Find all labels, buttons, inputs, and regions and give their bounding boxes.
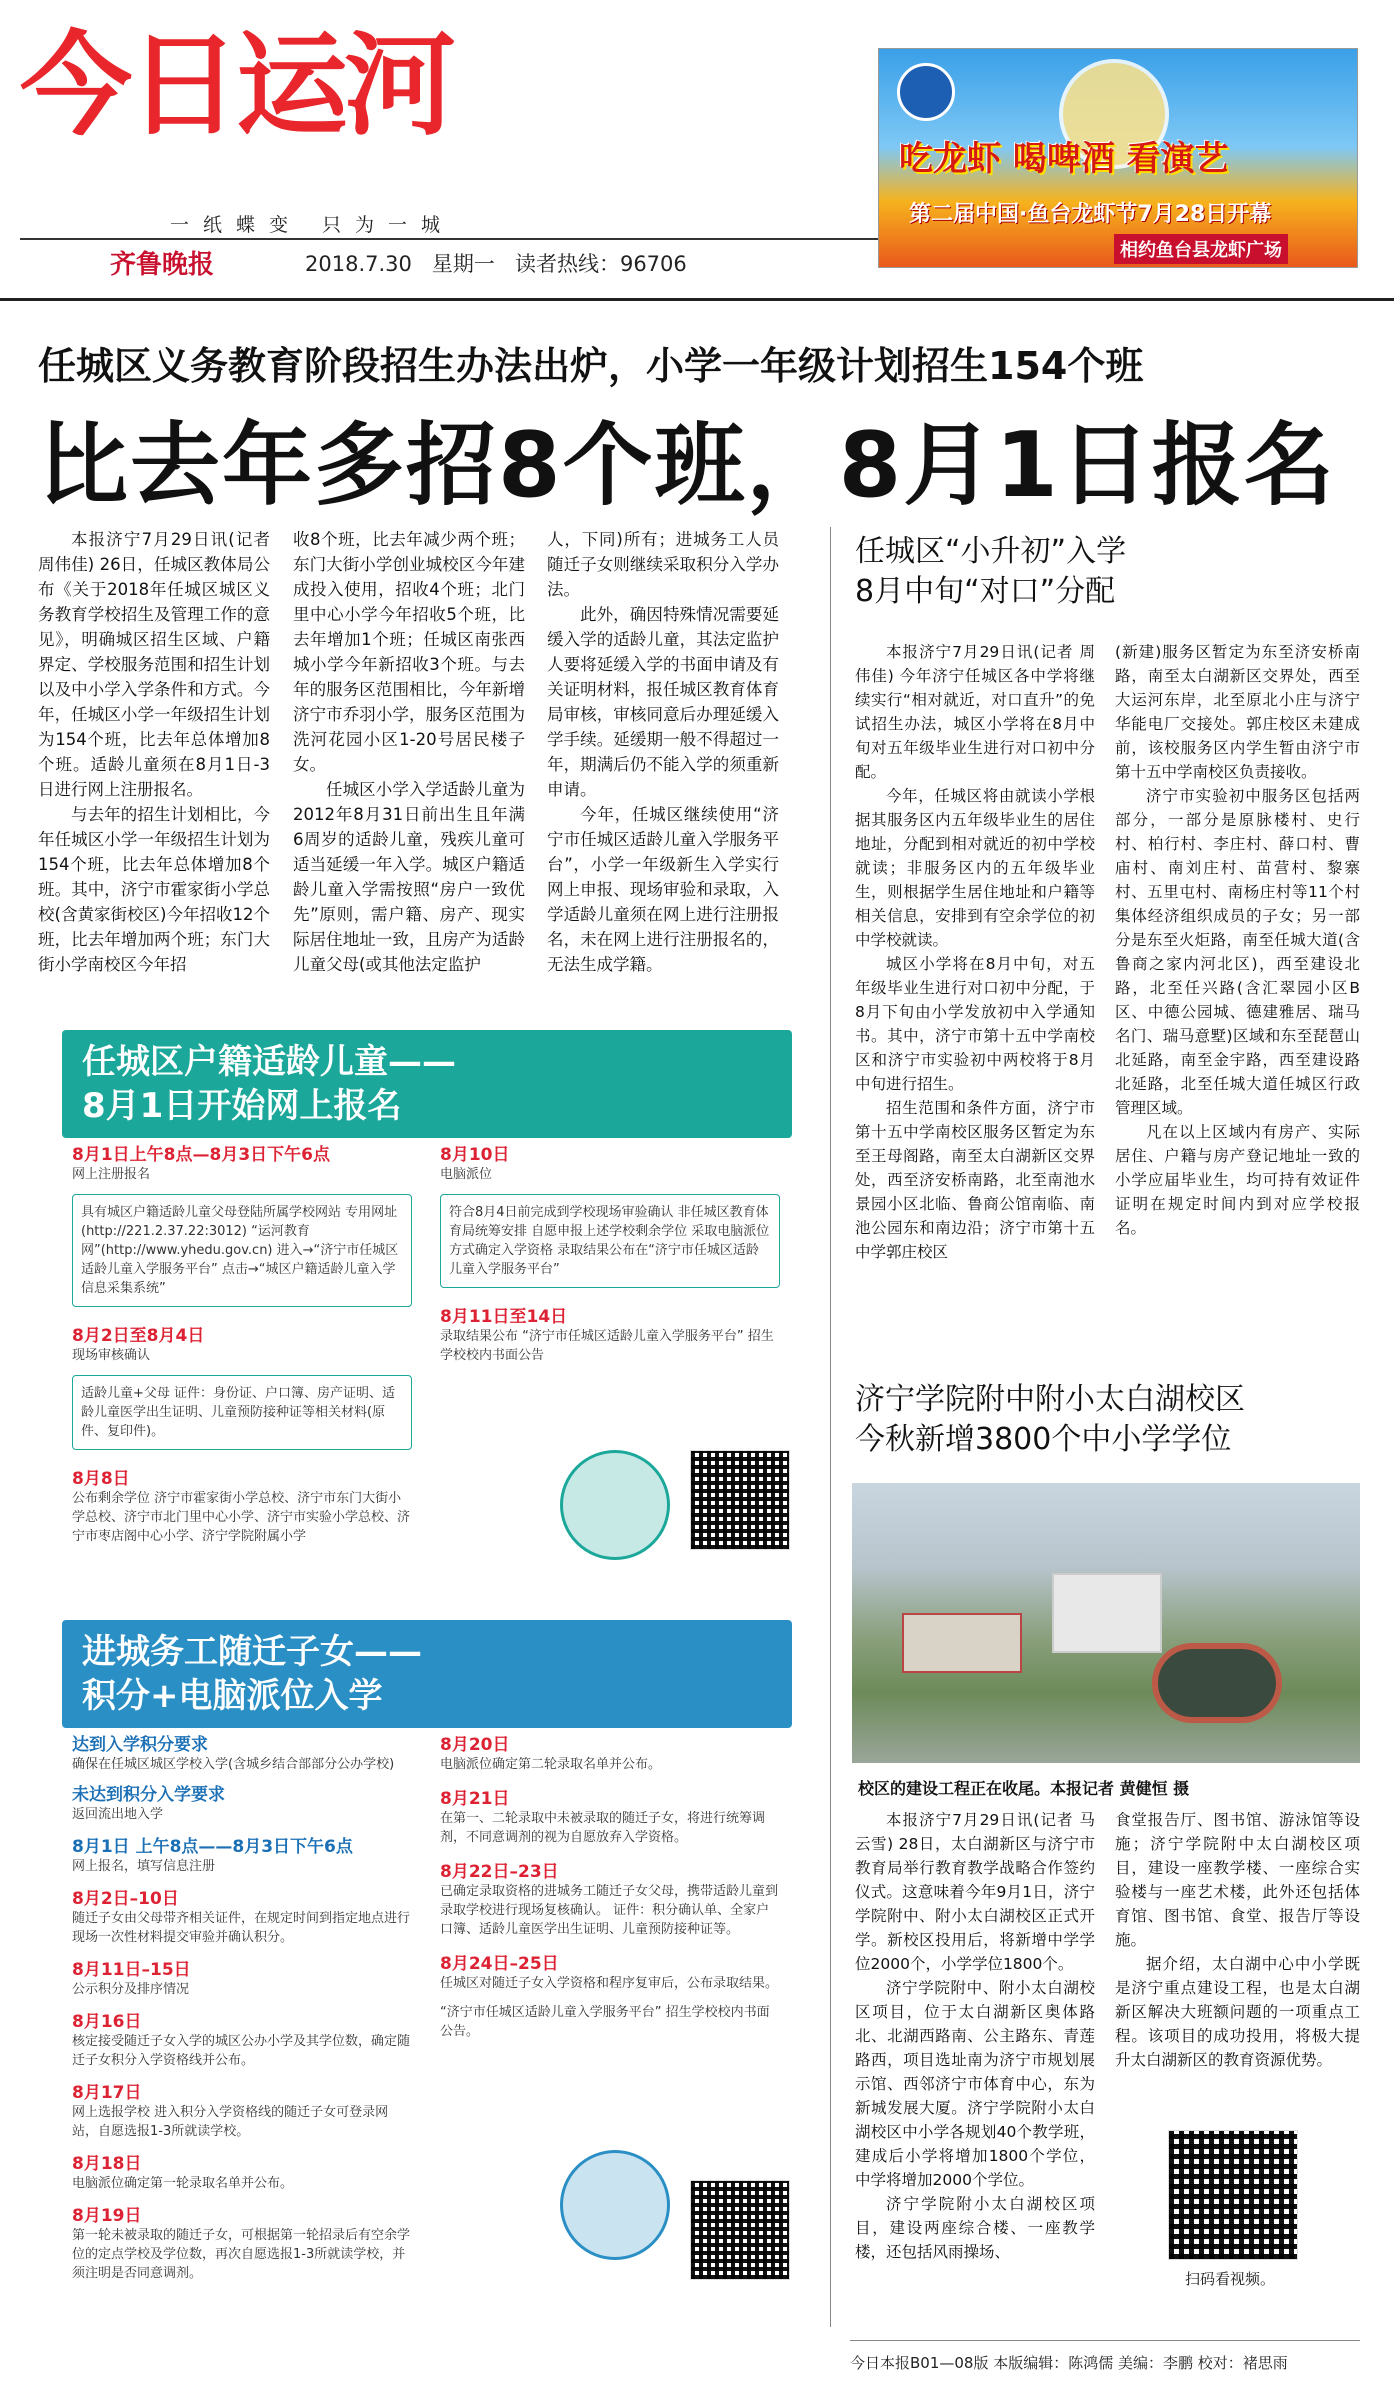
timeline-step-title: 8月8日 bbox=[72, 1469, 130, 1489]
masthead-slogan: 一纸蝶变 只为一城 bbox=[170, 214, 455, 236]
paragraph: 与去年的招生计划相比，今年任城区小学一年级招生计划为154个班，比去年总体增加8个班。其中，济宁市霍家街小学总校(含黄家街校区)今年招收12个班，比去年增加两个班；东门大街小学南校区今年招 bbox=[38, 805, 270, 974]
timeline-step-text: 网上选报学校 进入积分入学资格线的随迁子女可登录网站，自愿选报1-3所就读学校。 bbox=[72, 2105, 389, 2139]
issue-date: 2018.7.30 bbox=[305, 252, 412, 276]
tap-hand-icon bbox=[560, 1450, 670, 1560]
timeline1-banner-line1: 任城区户籍适龄儿童—— bbox=[82, 1042, 456, 1082]
paragraph: (新建)服务区暂定为东至济安桥南路，南至太白湖新区交界处，西至大运河东岸，北至原北小庄与济宁华能电厂交接处。郭庄校区未建成前，该校服务区内学生暂由济宁市第十五中学南校区负责接收。 bbox=[1115, 643, 1360, 781]
paragraph: 食堂报告厅、图书馆、游泳馆等设施；济宁学院附中太白湖校区项目，建设一座教学楼、一座综合实验楼与一座艺术楼，此外还包括体育馆、图书馆、食堂、报告厅等设施。 bbox=[1115, 1811, 1360, 1949]
timeline-step-text: “济宁市任城区适龄儿童入学服务平台” 招生学校校内书面公告。 bbox=[440, 2005, 770, 2039]
timeline-step-text: 录取结果公布 “济宁市任城区适龄儿童入学服务平台” 招生学校校内书面公告 bbox=[440, 1329, 774, 1363]
lobster-festival-logo bbox=[897, 63, 955, 121]
article2-kicker-line1: 任城区“小升初”入学 bbox=[855, 534, 1127, 569]
main-article-col1 bbox=[38, 527, 270, 977]
qr-code-icon[interactable] bbox=[690, 2180, 790, 2280]
timeline-step-title: 8月11日–15日 bbox=[72, 1960, 191, 1980]
timeline-step-text: 公示积分及排序情况 bbox=[72, 1982, 190, 1997]
campus-aerial-photo bbox=[852, 1483, 1360, 1763]
timeline-step-title: 8月2日–10日 bbox=[72, 1889, 179, 1909]
paragraph: 济宁学院附中、附小太白湖校区项目，位于太白湖新区奥体路北、北湖西路南、公主路东、青莲路西，项目选址南为济宁市规划展示馆、西邻济宁市体育中心，东为新城发展大厦。济宁学院附小太白湖校区中小学各规划40个教学班，建成后小学将增加1800个学位，中学将增加2000个学位。 bbox=[855, 1979, 1095, 2189]
timeline1-banner bbox=[62, 1030, 792, 1138]
timeline-step-text: 网上报名，填写信息注册 bbox=[72, 1859, 216, 1874]
footer-rule bbox=[850, 2340, 1360, 2341]
timeline-step-title: 8月17日 bbox=[72, 2083, 142, 2103]
qr-code-icon[interactable] bbox=[690, 1450, 790, 1550]
photo-caption: 校区的建设工程正在收尾。本报记者 黄健恒 摄 bbox=[858, 1779, 1190, 1798]
main-article-col2 bbox=[293, 527, 525, 977]
timeline-step-title: 8月11日至14日 bbox=[440, 1307, 568, 1327]
column-divider bbox=[830, 527, 831, 2327]
timeline-step-title: 未达到积分入学要求 bbox=[72, 1785, 225, 1805]
paragraph: 本报济宁7月29日讯(记者 周伟佳) 今年济宁任城区各中学将继续实行“相对就近，对口直升”的免试招生办法，城区小学将在8月中旬对五年级毕业生进行对口初中分配。 bbox=[855, 643, 1095, 781]
headline-subhead: 任城区义务教育阶段招生办法出炉，小学一年级计划招生154个班 bbox=[38, 344, 1144, 388]
paragraph: 今年，任城区继续使用“济宁市任城区适龄儿童入学服务平台”，小学一年级新生入学实行网上申报、现场审验和录取，入学适龄儿童须在网上进行注册报名，未在网上进行注册报名的，无法生成学籍。 bbox=[547, 805, 779, 974]
main-article-col3 bbox=[547, 527, 779, 977]
reader-hotline: 读者热线：96706 bbox=[514, 252, 687, 276]
timeline-step-text: 公布剩余学位 济宁市霍家街小学总校、济宁市东门大街小学总校、济宁市北门里中心小学、济宁市实验小学总校、济宁市枣店阁中心小学、济宁学院附属小学 bbox=[72, 1491, 411, 1544]
timeline-step-title: 达到入学积分要求 bbox=[72, 1735, 208, 1755]
qr-label: 扫码看视频。 bbox=[1185, 2270, 1276, 2288]
timeline-step-text: 随迁子女由父母带齐相关证件，在规定时间到指定地点进行现场一次性材料提交审验并确认积分。 bbox=[72, 1911, 411, 1945]
timeline-step-text: 任城区对随迁子女入学资格和程序复审后，公布录取结果。 bbox=[440, 1976, 779, 1991]
timeline-step-text: 符合8月4日前完成到学校现场审验确认 非任城区教育体育局统筹安排 自愿申报上述学校剩余学位 采取电脑派位方式确定入学资格 录取结果公布在“济宁市任城区适龄儿童入学服务平台” bbox=[449, 1205, 770, 1277]
article2-kicker bbox=[855, 532, 1126, 612]
timeline2-banner-line2: 积分+电脑派位入学 bbox=[82, 1676, 383, 1716]
timeline-step-text: 适龄儿童+父母 证件：身份证、户口簿、房产证明、适龄儿童医学出生证明、儿童预防接种证等相关材料(原件、复印件)。 bbox=[81, 1386, 396, 1439]
timeline-step-text: 具有城区户籍适龄儿童父母登陆所属学校网站 专用网址(http://221.2.37.22:3012) “运河教育网”(http://www.yhedu.gov.cn) 进入→“济宁市任城区适龄儿童入学服务平台” 点击→“城区户籍适龄儿童入学信息采集系统” bbox=[81, 1205, 399, 1296]
paragraph: 人，下同)所有；进城务工人员随迁子女则继续采取积分入学办法。 bbox=[547, 530, 779, 599]
building-shape bbox=[1052, 1573, 1162, 1653]
building-shape bbox=[902, 1613, 1022, 1673]
advertisement-banner[interactable] bbox=[878, 48, 1358, 268]
masthead-title: 今日运河 bbox=[20, 21, 452, 151]
timeline-step-title: 8月10日 bbox=[440, 1145, 510, 1165]
timeline1-left bbox=[72, 1140, 412, 1546]
article2-col2 bbox=[1115, 640, 1360, 1240]
timeline-step-title: 8月24日–25日 bbox=[440, 1954, 559, 1974]
paragraph: 招生范围和条件方面，济宁市第十五中学南校区服务区暂定为东至王母阁路，南至太白湖新区交界处，西至济安桥南路，北至南池水景园小区北临、鲁商公馆南临、南池公园东和南边沿；济宁市第十五中学郭庄校区 bbox=[855, 1099, 1095, 1261]
timeline-step-text: 电脑派位确定第一轮录取名单并公布。 bbox=[72, 2176, 294, 2191]
timeline-step-text: 现场审核确认 bbox=[72, 1348, 151, 1363]
article2-kicker-line2: 8月中旬“对口”分配 bbox=[855, 574, 1116, 609]
page-footer: 今日本报B01—08版 本版编辑：陈鸿儒 美编：李鹏 校对：褚思雨 bbox=[850, 2354, 1288, 2372]
timeline2-right bbox=[440, 1730, 780, 2041]
paragraph: 据介绍，太白湖中心中小学既是济宁重点建设工程，也是太白湖新区解决大班额问题的一项重点工程。该项目的成功投用，将极大提升太白湖新区的教育资源优势。 bbox=[1115, 1955, 1360, 2069]
article3-col1 bbox=[855, 1808, 1095, 2264]
timeline-step-text: 已确定录取资格的进城务工随迁子女父母，携带适龄儿童到录取学校进行现场复核确认。 证件：积分确认单、全家户口簿、适龄儿童医学出生证明、儿童预防接种证等。 bbox=[440, 1884, 779, 1937]
paragraph: 济宁学院附小太白湖校区项目，建设两座综合楼、一座教学楼，还包括风雨操场、 bbox=[855, 2195, 1095, 2261]
article3-col2 bbox=[1115, 1808, 1360, 2072]
ad-slogan-main: 吃龙虾 喝啤酒 看演艺 bbox=[899, 139, 1229, 179]
paragraph: 城区小学将在8月中旬，对五年级毕业生进行对口初中分配，于8月下旬由小学发放初中入学通知书。其中，济宁市第十五中学南校区和济宁市实验初中两校将于8月中旬进行招生。 bbox=[855, 955, 1095, 1093]
paragraph: 此外，确因特殊情况需要延缓入学的适龄儿童，其法定监护人要将延缓入学的书面申请及有关证明材料，报任城区教育体育局审核，审核同意后办理延缓入学手续。延缓期一般不得超过一年，期满后仍不能入学的须重新申请。 bbox=[547, 605, 779, 799]
article3-kicker-line1: 济宁学院附中附小太白湖校区 bbox=[855, 1382, 1245, 1417]
article2-col1 bbox=[855, 640, 1095, 1264]
brand-logo: 齐鲁晚报 bbox=[110, 250, 215, 280]
paragraph: 今年，任城区将由就读小学根据其服务区内五年级毕业生的居住地址，分配到相对就近的初中学校就读；非服务区内的五年级毕业生，则根据学生居住地址和户籍等相关信息，安排到有空余学位的初中学校就读。 bbox=[855, 787, 1095, 949]
timeline-step-text: 在第一、二轮录取中未被录取的随迁子女，将进行统筹调剂，不同意调剂的视为自愿放弃入学资格。 bbox=[440, 1811, 766, 1845]
sports-track-shape bbox=[1152, 1643, 1282, 1723]
paragraph: 凡在以上区域内有房产、实际居住、户籍与房产登记地址一致的小学应届毕业生，均可持有效证件证明在规定时间内到对应学校报名。 bbox=[1115, 1123, 1360, 1237]
timeline-step-text: 第一轮未被录取的随迁子女，可根据第一轮招录后有空余学位的定点学校及学位数，再次自愿选报1-3所就读学校，并须注明是否同意调剂。 bbox=[72, 2228, 411, 2281]
masthead-rule bbox=[0, 298, 1394, 301]
timeline-step-text: 确保在任城区城区学校入学(含城乡结合部部分公办学校) bbox=[72, 1757, 395, 1772]
timeline-step-title: 8月1日上午8点—8月3日下午6点 bbox=[72, 1145, 330, 1165]
timeline-step-text: 电脑派位 bbox=[440, 1167, 493, 1182]
timeline-step-title: 8月2日至8月4日 bbox=[72, 1326, 205, 1346]
article3-kicker bbox=[855, 1380, 1245, 1460]
headline-main: 比去年多招8个班，8月1日报名 bbox=[38, 413, 1336, 518]
paragraph: 收8个班，比去年减少两个班；东门大街小学创业城校区今年建成投入使用，招收4个班；北门里中心小学今年招收5个班，比去年增加1个班；任城区南张西城小学今年新招收3个班。与去年的服务区范围相比，今年新增济宁市乔羽小学，服务区范围为洗河花园小区1-20号居民楼子女。 bbox=[293, 530, 525, 774]
timeline-step-title: 8月18日 bbox=[72, 2154, 142, 2174]
timeline-step-title: 8月19日 bbox=[72, 2206, 142, 2226]
issue-weekday: 星期一 bbox=[431, 252, 495, 276]
timeline-step-text: 电脑派位确定第二轮录取名单并公布。 bbox=[440, 1757, 662, 1772]
timeline-step-text: 网上注册报名 bbox=[72, 1167, 151, 1182]
timeline-step-title: 8月22日–23日 bbox=[440, 1862, 559, 1882]
paragraph: 任城区小学入学适龄儿童为2012年8月31日前出生且年满6周岁的适龄儿童，残疾儿童可适当延缓一年入学。城区户籍适龄儿童入学需按照“房户一致优先”原则，需户籍、房产、现实际居住地址一致，且房产为适龄儿童父母(或其他法定监护 bbox=[293, 780, 525, 974]
ad-slogan-sub: 第二届中国·鱼台龙虾节7月28日开幕 bbox=[909, 202, 1272, 227]
timeline2-banner-line1: 进城务工随迁子女—— bbox=[82, 1632, 422, 1672]
timeline-step-title: 8月16日 bbox=[72, 2012, 142, 2032]
timeline-step-title: 8月1日 上午8点——8月3日下午6点 bbox=[72, 1837, 353, 1857]
timeline2-banner bbox=[62, 1620, 792, 1728]
article3-kicker-line2: 今秋新增3800个中小学学位 bbox=[855, 1422, 1232, 1457]
paragraph: 济宁市实验初中服务区包括两部分，一部分是原脉楼村、史行村、柏行村、李庄村、薛口村、曹庙村、南刘庄村、苗营村、黎寨村、五里屯村、南杨庄村等11个村集体经济组织成员的子女；另一部分是东至火炬路，南至任城大道(含鲁商之家内河北区)，西至建设北路，北至任兴路(含汇翠园小区B区、中德公园城、德建雅居、瑞马名门、瑞马意墅)区域和东至琵琶山北延路，南至金宇路，西至建设路北延路，北至任城大道任城区行政管理区域。 bbox=[1115, 787, 1360, 1117]
timeline-step-title: 8月20日 bbox=[440, 1735, 510, 1755]
timeline2-left bbox=[72, 1730, 412, 2283]
paragraph: 本报济宁7月29日讯(记者 周伟佳) 26日，任城区教体局公布《关于2018年任城区城区义务教育学校招生及管理工作的意见》，明确城区招生区域、户籍界定、学校服务范围和招生计划以及中小学入学条件和方式。今年，任城区小学一年级招生计划为154个班，比去年总体增加8个班。适龄儿童须在8月1日-3日进行网上注册报名。 bbox=[38, 530, 270, 799]
paragraph: 本报济宁7月29日讯(记者 马云雪) 28日，太白湖新区与济宁市教育局举行教育教学战略合作签约仪式。这意味着今年9月1日，济宁学院附中、附小太白湖校区正式开学。新校区投用后，将新增中学学位2000个，小学学位1800个。 bbox=[855, 1811, 1095, 1973]
issue-info bbox=[305, 248, 687, 278]
timeline1-banner-line2: 8月1日开始网上报名 bbox=[82, 1086, 402, 1126]
video-qr-code-icon[interactable] bbox=[1168, 2130, 1298, 2260]
masthead-divider bbox=[20, 238, 880, 240]
timeline1-right bbox=[440, 1140, 780, 1365]
ad-slogan-place: 相约鱼台县龙虾广场 bbox=[1114, 234, 1288, 264]
timeline-step-text: 返回流出地入学 bbox=[72, 1807, 164, 1822]
tap-hand-icon bbox=[560, 2150, 670, 2260]
timeline-step-title: 8月21日 bbox=[440, 1789, 510, 1809]
timeline-step-text: 核定接受随迁子女入学的城区公办小学及其学位数，确定随迁子女积分入学资格线并公布。 bbox=[72, 2034, 411, 2068]
